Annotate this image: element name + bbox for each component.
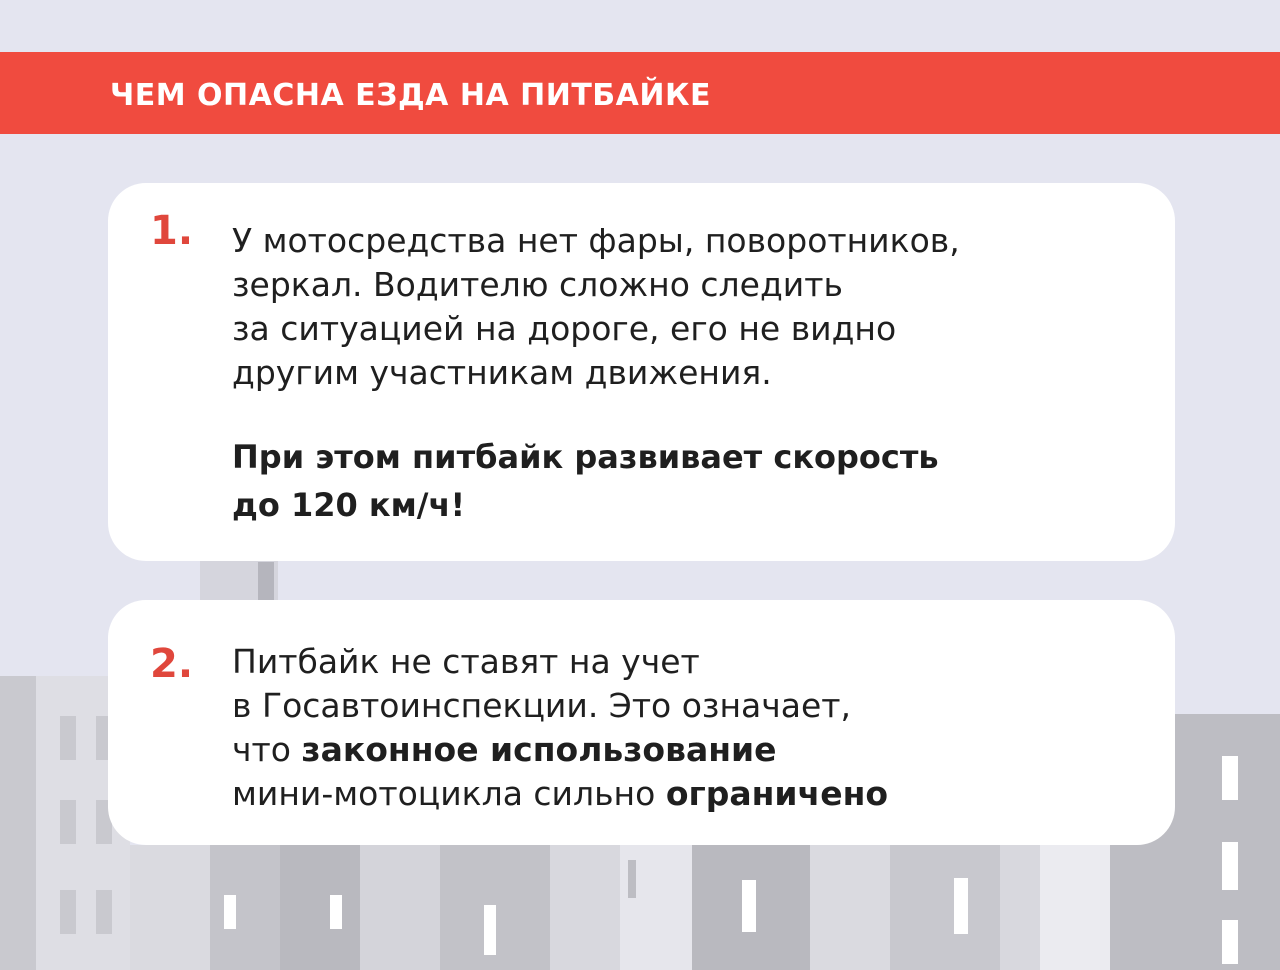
description-line: Питбайк не ставят на учет [232, 642, 700, 681]
description-line [232, 772, 888, 816]
description-line: в Госавтоинспекции. Это означает, [232, 686, 852, 725]
description-line: за ситуацией на дороге, его не видно [232, 309, 897, 348]
item-emphasis [232, 433, 939, 529]
info-card-2 [108, 600, 1175, 845]
emphasis-line: до 120 км/ч! [232, 486, 466, 524]
text-bold: законное использование [301, 730, 777, 769]
text-bold: ограничено [665, 774, 889, 813]
item-number: 2. [150, 641, 194, 687]
item-description [232, 219, 960, 395]
description-line [232, 728, 888, 772]
item-description [232, 640, 888, 816]
text-regular: мини-мотоцикла сильно [232, 774, 666, 813]
description-line: зеркал. Водителю сложно следить [232, 265, 843, 304]
info-card-1 [108, 183, 1175, 561]
item-number: 1. [150, 208, 194, 254]
description-line: У мотосредства нет фары, поворотников, [232, 221, 960, 260]
page-title: ЧЕМ ОПАСНА ЕЗДА НА ПИТБАЙКЕ [110, 78, 711, 113]
description-line: другим участникам движения. [232, 353, 772, 392]
text-regular: что [232, 730, 302, 769]
emphasis-line: При этом питбайк развивает скорость [232, 438, 939, 476]
